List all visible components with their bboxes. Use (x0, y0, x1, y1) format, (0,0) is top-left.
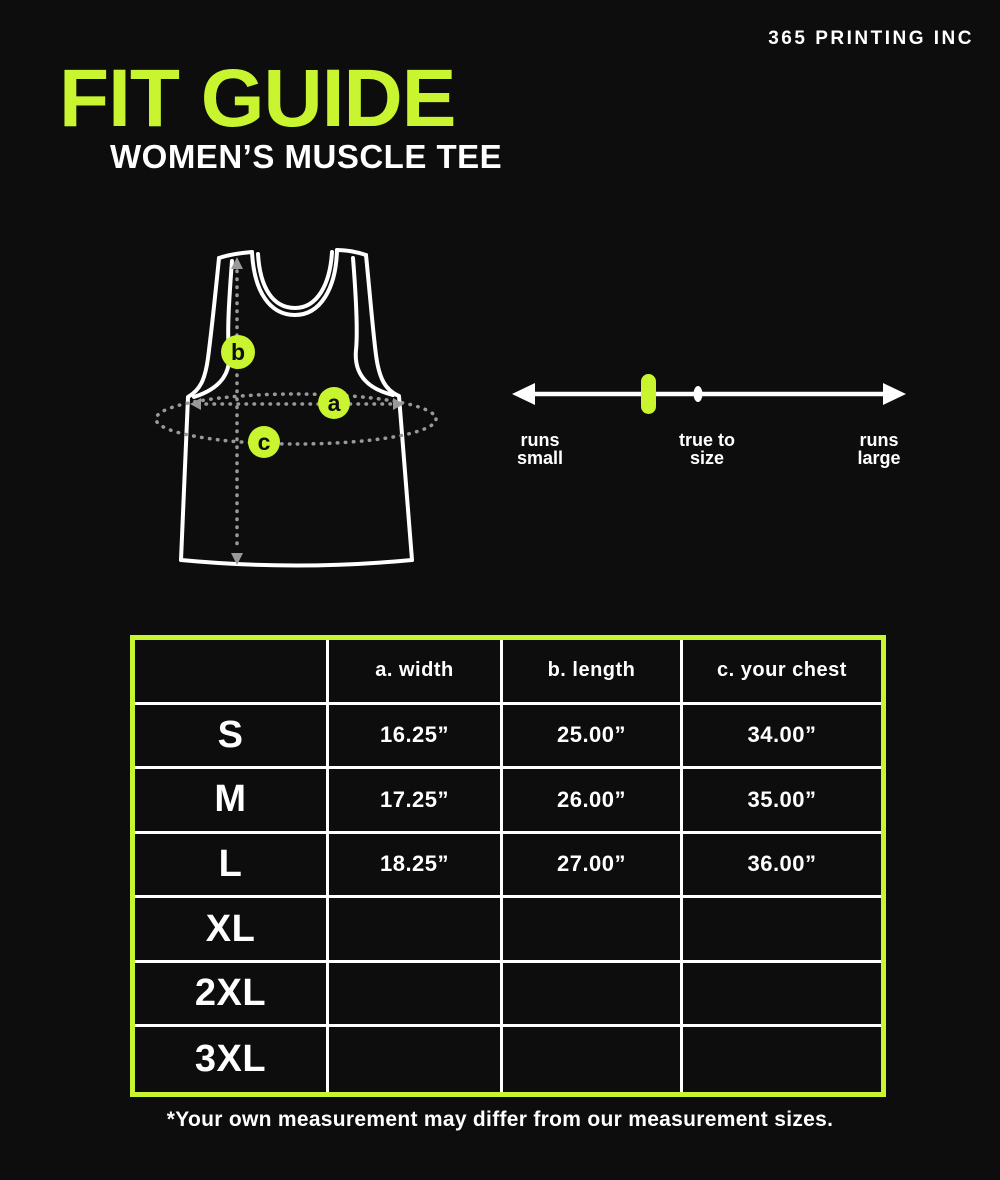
fit-scale (505, 360, 915, 430)
row-xl-chest (683, 898, 881, 963)
runs-large-label: runs large (857, 430, 901, 468)
marker-c-letter: c (257, 429, 271, 455)
right-arrow-icon (883, 383, 906, 405)
marker-a-letter: a (327, 390, 341, 416)
row-2xl-width (329, 963, 503, 1028)
row-xl-length (503, 898, 683, 963)
row-s-size: S (135, 705, 329, 770)
page-subtitle: WOMEN’S MUSCLE TEE (110, 138, 503, 175)
row-m-size: M (135, 769, 329, 834)
header-chest: c. your chest (683, 640, 881, 705)
row-l-size: L (135, 834, 329, 899)
brand-name: 365 PRINTING INC (768, 28, 974, 49)
header-width: a. width (329, 640, 503, 705)
left-arrow-icon (512, 383, 535, 405)
muscle-tee-outline (181, 250, 412, 566)
row-3xl-width (329, 1027, 503, 1092)
true-to-size-label: true to size (679, 430, 735, 468)
row-3xl-chest (683, 1027, 881, 1092)
row-2xl-length (503, 963, 683, 1028)
header-empty (135, 640, 329, 705)
row-2xl-chest (683, 963, 881, 1028)
row-s-length: 25.00” (503, 705, 683, 770)
row-l-length: 27.00” (503, 834, 683, 899)
header-length: b. length (503, 640, 683, 705)
page-title: FIT GUIDE (59, 53, 456, 144)
fit-indicator (641, 374, 656, 414)
row-m-length: 26.00” (503, 769, 683, 834)
row-m-chest: 35.00” (683, 769, 881, 834)
row-2xl-size: 2XL (135, 963, 329, 1028)
row-s-width: 16.25” (329, 705, 503, 770)
measurement-disclaimer: *Your own measurement may differ from our measurement sizes. (166, 1108, 834, 1131)
marker-b-letter: b (230, 339, 246, 365)
row-3xl-length (503, 1027, 683, 1092)
runs-small-label: runs small (516, 430, 564, 468)
row-xl-width (329, 898, 503, 963)
row-3xl-size: 3XL (135, 1027, 329, 1092)
diagram-markers (221, 335, 350, 458)
row-l-width: 18.25” (329, 834, 503, 899)
row-m-width: 17.25” (329, 769, 503, 834)
center-tick-dot (694, 386, 703, 402)
row-xl-size: XL (135, 898, 329, 963)
row-s-chest: 34.00” (683, 705, 881, 770)
size-table (130, 635, 886, 1097)
row-l-chest: 36.00” (683, 834, 881, 899)
muscle-tee-diagram (140, 240, 485, 585)
